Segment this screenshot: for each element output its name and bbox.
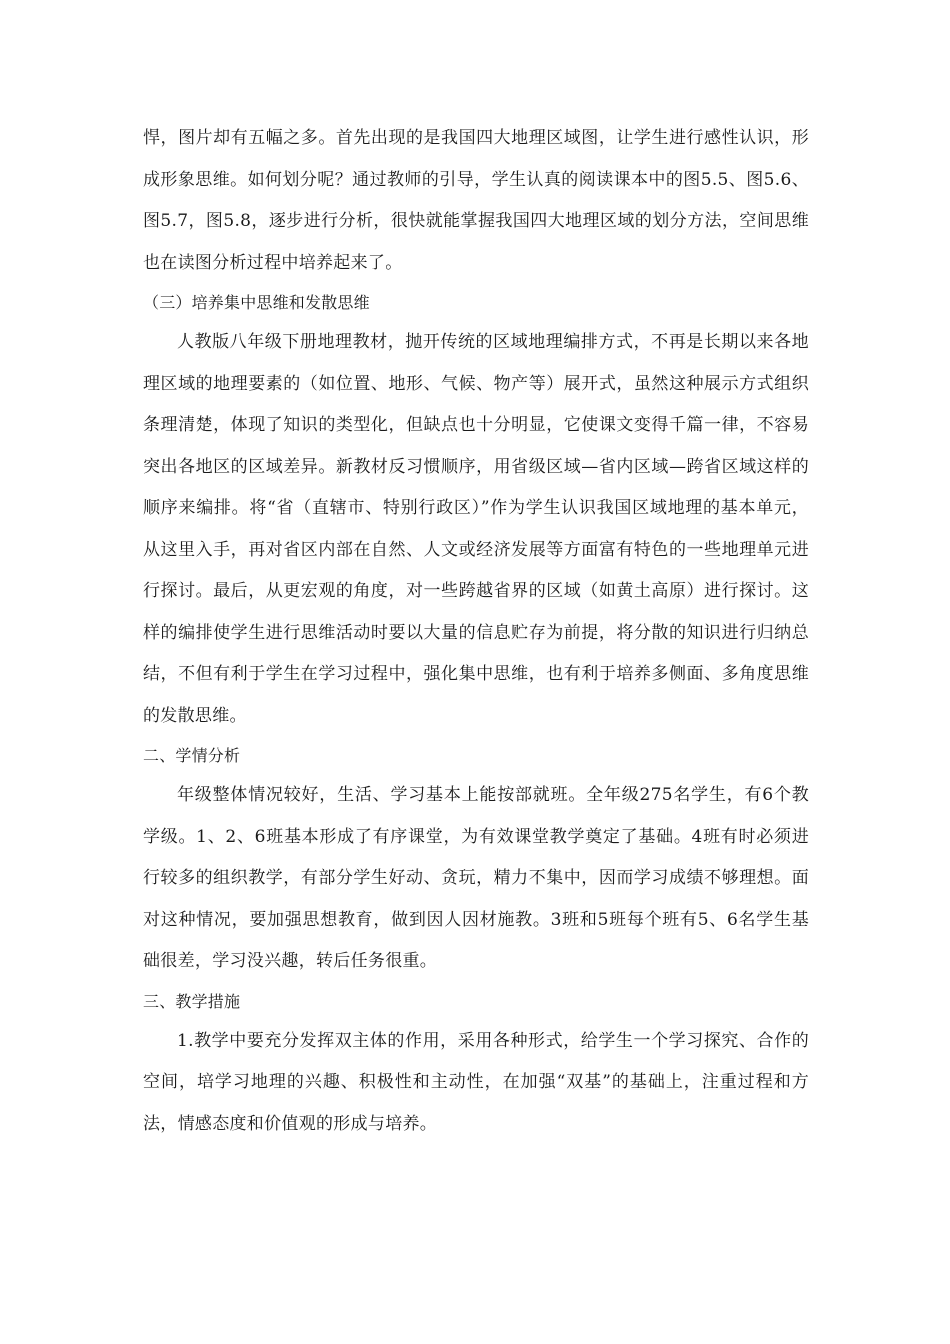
heading-student-analysis: 二、学情分析 [143,746,241,765]
paragraph-map-reading: 悍，图片却有五幅之多。首先出现的是我国四大地理区域图，让学生进行感性认识，形成形象思维。如何划分呢？通过教师的引导，学生认真的阅读课本中的图5.5、图5.6、图5.7，图5.8，逐步进行分析，很快就能掌握我国四大地理区域的划分方法，空间思维也在读图分析过程中培养起来了。 [143,128,809,273]
paragraph-measure-1: 1.教学中要充分发挥双主体的作用，采用各种形式，给学生一个学习探究、合作的空间，培学习地理的兴趣、积极性和主动性，在加强“双基”的基础上，注重过程和方法，情感态度和价值观的形成与培养。 [143,1030,809,1134]
document-page [143,118,809,1145]
paragraph-textbook-arrangement: 人教版八年级下册地理教材，抛开传统的区域地理编排方式，不再是长期以来各地理区域的地理要素的（如位置、地形、气候、物产等）展开式，虽然这种展示方式组织条理清楚，体现了知识的类型化，但缺点也十分明显，它使课文变得千篇一律，不容易突出各地区的区域差异。新教材反习惯顺序，用省级区域—省内区域—跨省区域这样的顺序来编排。将“省（直辖市、特别行政区）”作为学生认识我国区域地理的基本单元，从这里入手，再对省区内部在自然、人文或经济发展等方面富有特色的一些地理单元进行探讨。最后，从更宏观的角度，对一些跨越省界的区域（如黄土高原）进行探讨。这样的编排使学生进行思维活动时要以大量的信息贮存为前提，将分散的知识进行归纳总结，不但有利于学生在学习过程中，强化集中思维，也有利于培养多侧面、多角度思维的发散思维。 [143,332,809,726]
heading-convergent-divergent-thinking: （三）培养集中思维和发散思维 [143,293,370,312]
heading-teaching-measures: 三、教学措施 [143,991,241,1011]
paragraph-grade-situation: 年级整体情况较好，生活、学习基本上能按部就班。全年级275名学生，有6个教学级。1、2、6班基本形成了有序课堂，为有效课堂教学奠定了基础。4班有时必须进行较多的组织教学，有部分学生好动、贪玩，精力不集中，因而学习成绩不够理想。面对这种情况，要加强思想教育，做到因人因材施教。3班和5班每个班有5、6名学生基础很差，学习没兴趣，转后任务很重。 [143,785,809,971]
